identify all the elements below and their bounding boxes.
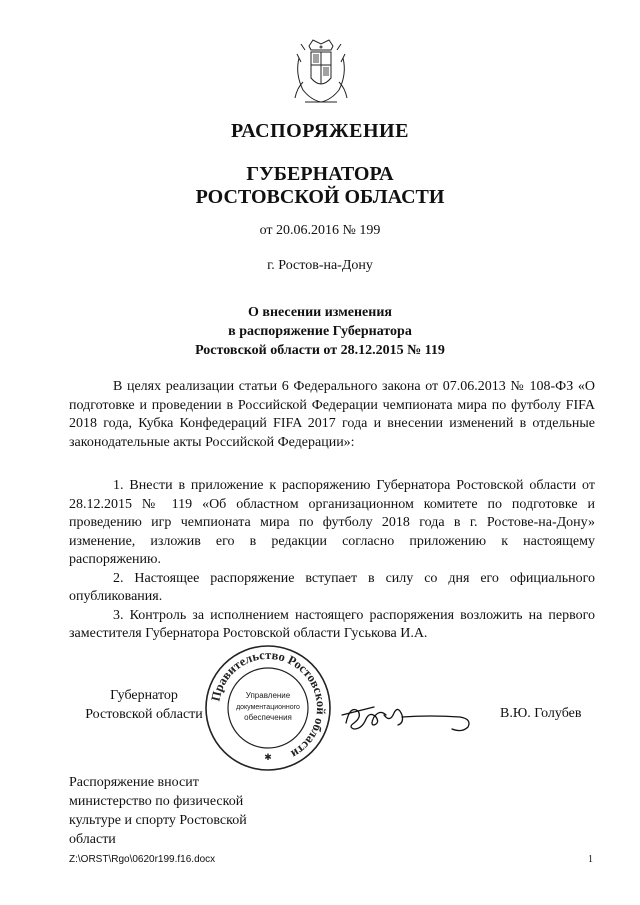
authority-line-2: РОСТОВСКОЙ ОБЛАСТИ <box>195 186 445 208</box>
position-line-1: Губернатор <box>110 688 178 703</box>
document-subject <box>0 303 640 360</box>
item-1-paragraph: 1. Внести в приложение к распоряжению Губернатора Ростовской области от 28.12.2015 № 119 «Об областном организационном комитете по подготовке и проведению игр чемпионата мира по футболу 2018 года в г. Ростове-на-Дону» изменение, изложив его в редакции согласно приложению к настоящему распоряжению. <box>69 478 595 567</box>
official-stamp <box>203 643 333 773</box>
introduced-by <box>69 773 289 849</box>
date-and-number: от 20.06.2016 № 199 <box>259 223 381 238</box>
subject-line-1: О внесении изменения <box>248 305 392 320</box>
stamp-center-line-2: документационного <box>236 704 300 711</box>
stamp-center-line-1: Управление <box>245 691 291 700</box>
preamble-block <box>69 378 595 452</box>
item-2-paragraph: 2. Настоящее распоряжение вступает в силу со дня его официального опубликования. <box>69 570 595 604</box>
position-line-2: Ростовской области <box>85 707 203 722</box>
item-3-paragraph: 3. Контроль за исполнением настоящего распоряжения возложить на первого заместителя Губернатора Ростовской области Гуськова И.А. <box>69 607 595 641</box>
signatory-position <box>69 686 219 724</box>
stamp-center-line-3: обеспечения <box>244 713 292 722</box>
subject-line-3: Ростовской области от 28.12.2015 № 119 <box>195 343 445 358</box>
introduced-by-line-4: области <box>69 832 116 847</box>
city: г. Ростов-на-Дону <box>267 258 373 273</box>
stamp-star-icon: ✱ <box>264 752 272 762</box>
footer-file-path: Z:\ORST\Rgo\0620r199.f16.docx <box>69 854 216 865</box>
issuing-authority <box>0 163 640 209</box>
resolution-items <box>69 477 595 644</box>
introduced-by-line-3: культуре и спорту Ростовской <box>69 813 247 828</box>
document-type-title: РАСПОРЯЖЕНИЕ <box>231 120 409 142</box>
stamp-ring-text: Правительство Ростовской области <box>208 647 329 762</box>
signatory-name: В.Ю. Голубев <box>500 706 582 721</box>
handwritten-signature-icon <box>340 693 480 739</box>
coat-of-arms-icon <box>291 38 351 108</box>
subject-line-2: в распоряжение Губернатора <box>228 324 412 339</box>
authority-line-1: ГУБЕРНАТОРА <box>246 163 394 185</box>
introduced-by-line-1: Распоряжение вносит <box>69 775 199 790</box>
introduced-by-line-2: министерство по физической <box>69 794 244 809</box>
preamble-paragraph: В целях реализации статьи 6 Федерального закона от 07.06.2013 № 108-ФЗ «О подготовке и проведении в Российской Федерации чемпионата мира по футболу FIFA 2018 года, Кубка Конфедераций FIFA 2017 года и внесении изменений в отдельные законодательные акты Российской Федерации»: <box>69 379 595 450</box>
page-number: 1 <box>588 854 593 865</box>
